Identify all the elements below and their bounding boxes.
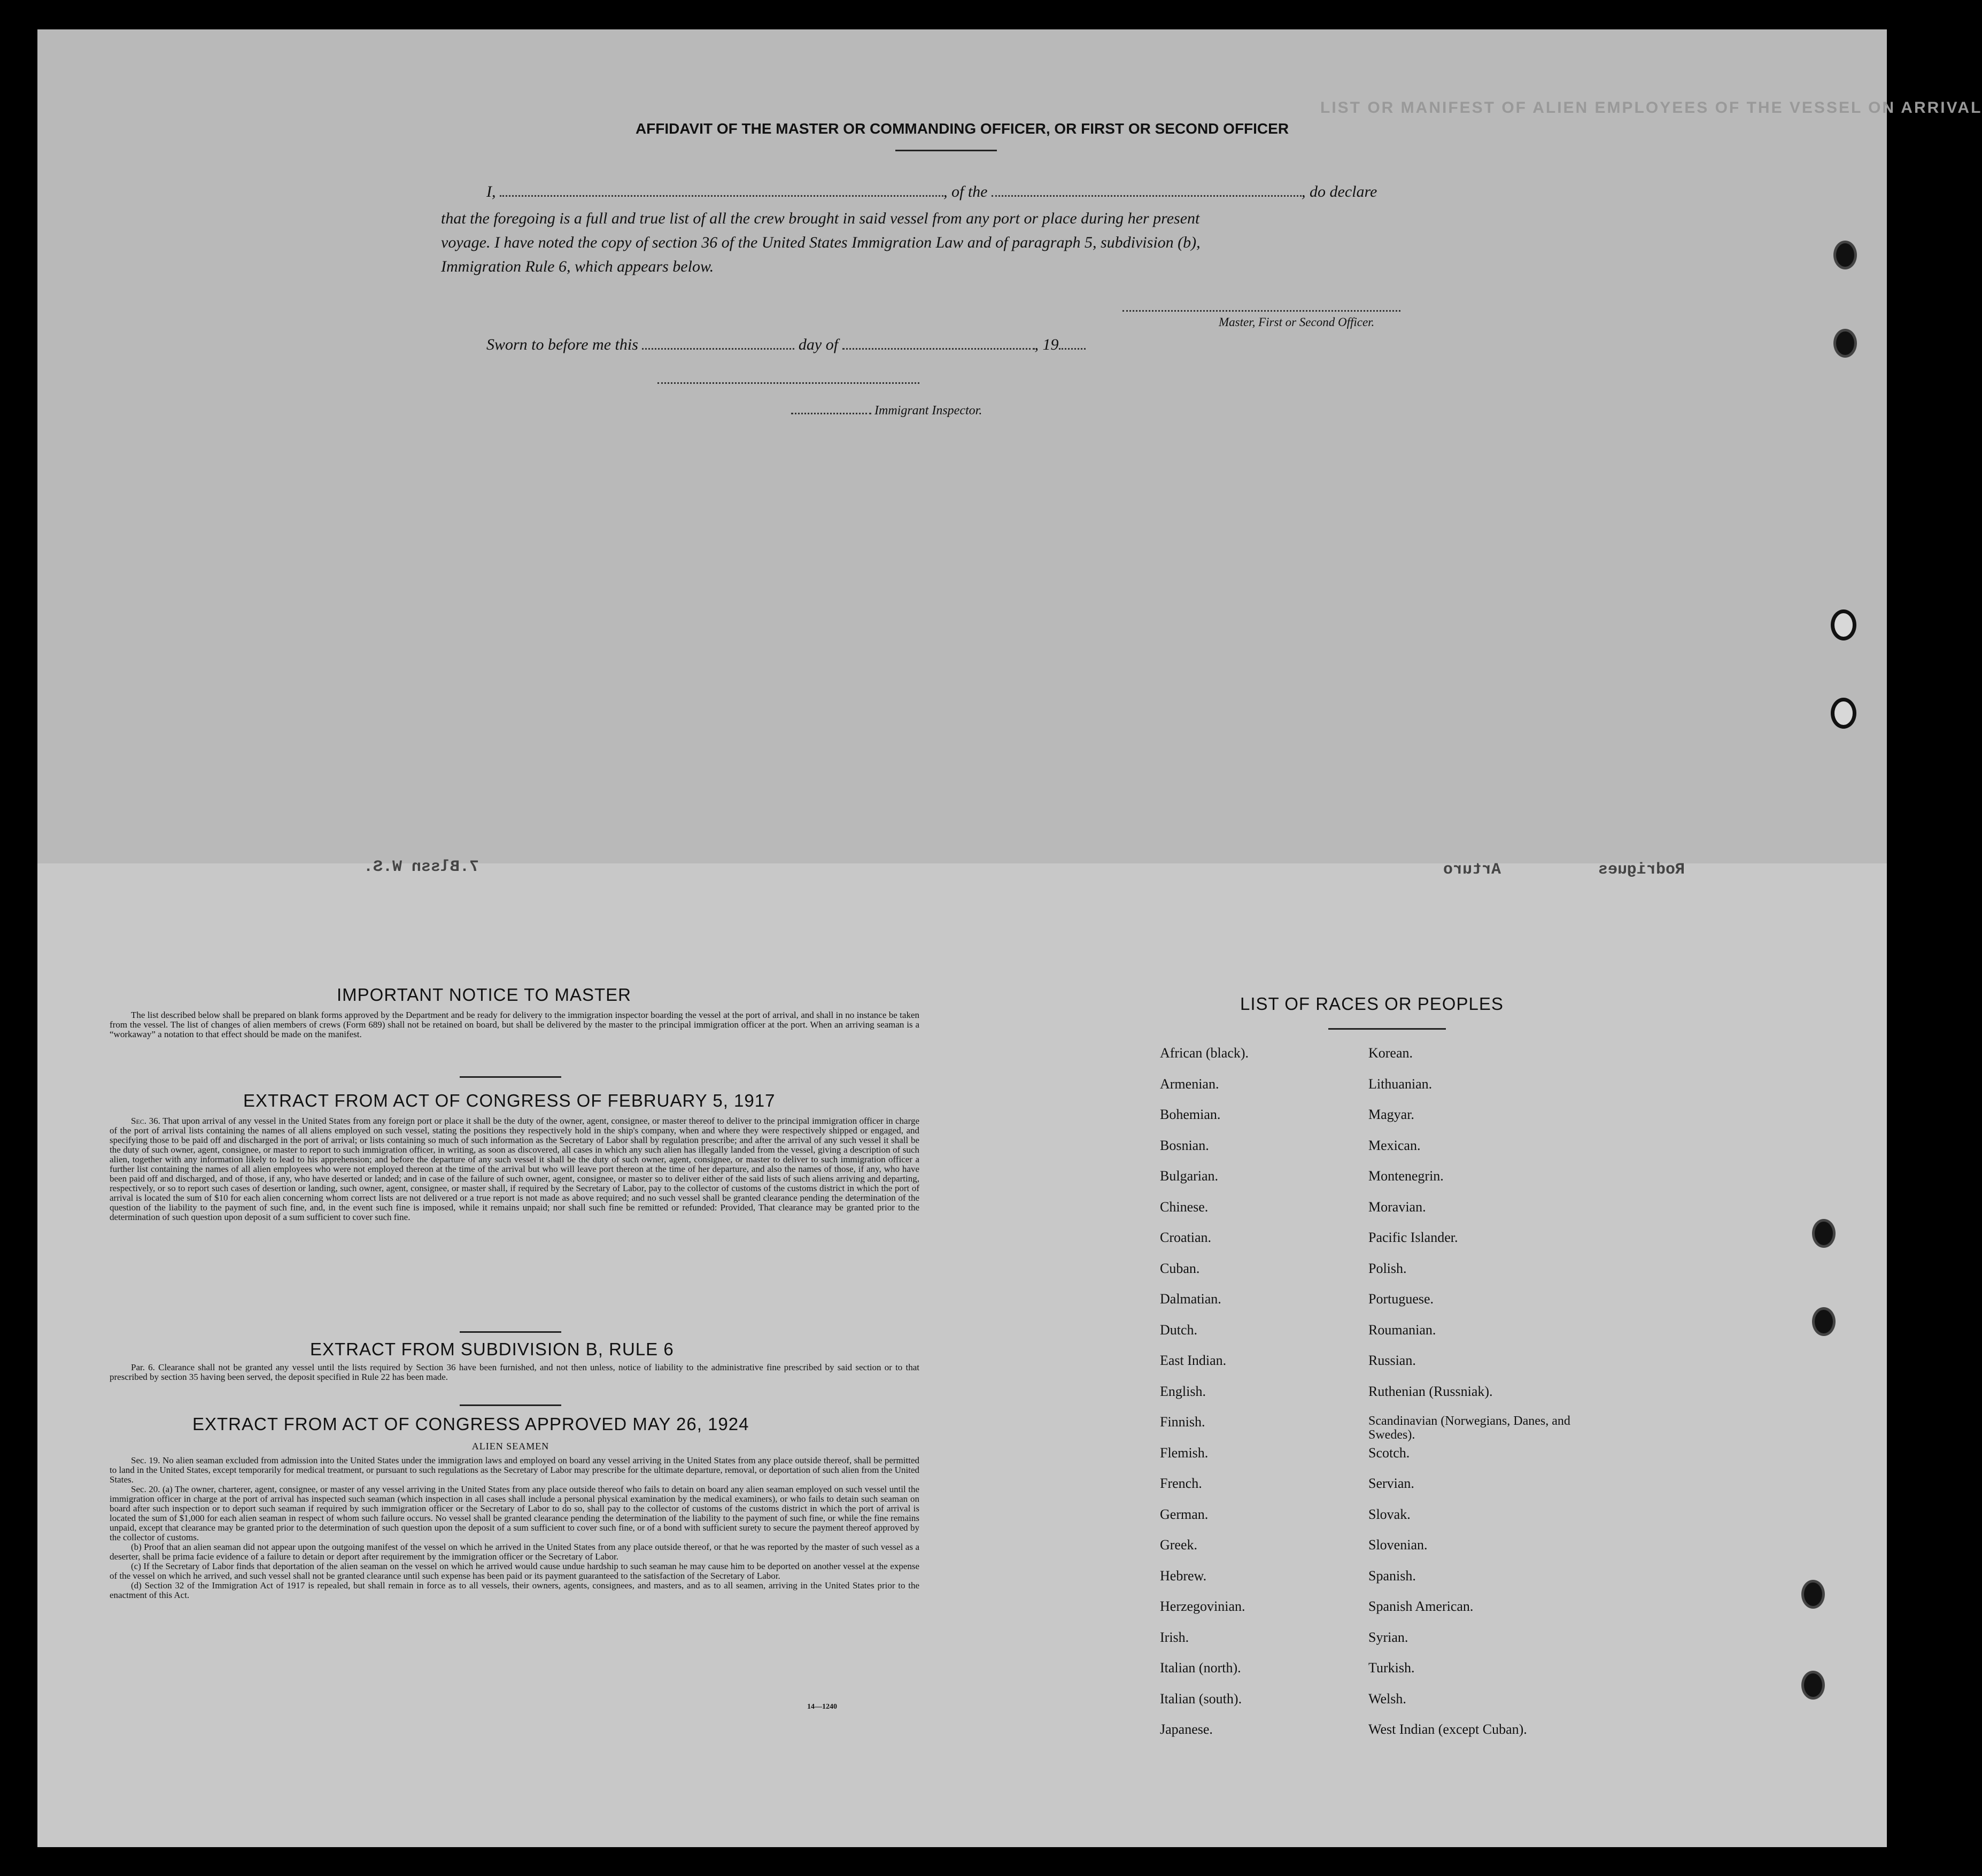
binder-hole xyxy=(1812,1219,1836,1248)
race-left: English. xyxy=(1160,1383,1206,1399)
race-left: Italian (north). xyxy=(1160,1660,1241,1676)
binder-hole xyxy=(1833,241,1857,269)
extract-1917-title: EXTRACT FROM ACT OF CONGRESS OF FEBRUARY 5, 1917 xyxy=(243,1091,776,1110)
race-right: West Indian (except Cuban). xyxy=(1368,1721,1527,1737)
race-left: Herzegovinian. xyxy=(1160,1599,1245,1614)
race-right: Moravian. xyxy=(1368,1199,1426,1215)
race-right: Turkish. xyxy=(1368,1660,1415,1676)
race-right: Scandinavian (Norwegians, Danes, and Swedes). xyxy=(1368,1414,1570,1442)
extract-rule6-rule xyxy=(460,1404,561,1406)
bleed-through-name-right-1: Rodrigues xyxy=(1598,861,1685,879)
races-row xyxy=(1160,1660,1593,1691)
bleed-through-name-left: 7.Blssn W.S. xyxy=(363,858,479,876)
race-left: Bosnian. xyxy=(1160,1137,1209,1153)
race-left: Dutch. xyxy=(1160,1322,1198,1338)
affidavit-line-1: I, , of the , do declare xyxy=(486,183,1377,200)
vessel-name-field[interactable] xyxy=(992,195,1302,197)
sec-20a-text: Sec. 20. (a) The owner, charterer, agent, consignee, or master of any vessel arriving in the United States from any place outside thereof who fails to detain on board any alien seaman employed on such vessel until the immigration officer in charge at the port of arrival has inspected such seaman (which inspection in all cases shall include a personal physical examination by the medical examiners), or who fails to detain such seaman on board after such inspection or to deport such seaman if required by such immigration officer or the Secretary of Labor to do so, shall pay to the collector of customs of the customs district in which the port of arrival is located the sum of $1,000 for each alien seaman in respect of whom such failure occurs. No vessel shall be granted clearance pending the determination of the liability to the payment of such fine, or while the fine remains unpaid, except that clearance may be granted prior to the determination of such question upon the deposit of a sum sufficient to cover such fine, or of a bond with sufficient surety to secure the payment thereof approved by the collector of customs. xyxy=(110,1484,919,1542)
sec-20d-text: (d) Section 32 of the Immigration Act of 1917 is repealed, but shall remain in force as to all vessels, their owners, agents, consignees, and masters, and as to all seamen, arriving in the United States prior to the enactment of this Act. xyxy=(110,1580,919,1600)
races-row xyxy=(1160,1507,1593,1538)
races-row xyxy=(1160,1568,1593,1599)
bleed-through-header: LIST OR MANIFEST OF ALIEN EMPLOYEES OF THE VESSEL ON ARRIVAL xyxy=(1320,99,1982,117)
form-number: 14—1240 xyxy=(807,1703,837,1711)
races-row xyxy=(1160,1721,1593,1753)
binder-hole xyxy=(1801,1580,1825,1609)
race-right: Slovak. xyxy=(1368,1506,1411,1522)
races-row xyxy=(1160,1353,1593,1384)
sworn-day-field[interactable] xyxy=(642,348,794,350)
races-row xyxy=(1160,1291,1593,1322)
race-right: Spanish American. xyxy=(1368,1599,1474,1614)
race-left: Chinese. xyxy=(1160,1199,1209,1215)
race-left: German. xyxy=(1160,1506,1209,1522)
binder-hole xyxy=(1831,609,1856,640)
race-right: Roumanian. xyxy=(1368,1322,1436,1338)
races-row xyxy=(1160,1476,1593,1507)
inspector-signature-line[interactable] xyxy=(657,382,919,384)
race-right: Portuguese. xyxy=(1368,1291,1434,1307)
binder-hole xyxy=(1833,329,1857,358)
races-row xyxy=(1160,1138,1593,1169)
sworn-line: Sworn to before me this day of , 19 xyxy=(486,336,1086,354)
race-right: Scotch. xyxy=(1368,1445,1410,1461)
races-row xyxy=(1160,1230,1593,1261)
races-row xyxy=(1160,1414,1593,1445)
race-left: Croatian. xyxy=(1160,1230,1212,1245)
extract-1924-body xyxy=(110,1456,919,1600)
bleed-through-name-right-2: Arturo xyxy=(1443,861,1501,879)
sworn-year-field[interactable] xyxy=(1059,348,1086,350)
races-row xyxy=(1160,1261,1593,1292)
races-title-rule xyxy=(1328,1028,1446,1030)
race-left: Italian (south). xyxy=(1160,1690,1242,1707)
race-right: Polish. xyxy=(1368,1260,1407,1276)
race-left: Greek. xyxy=(1160,1537,1198,1553)
sec-19-text: Sec. 19. No alien seaman excluded from admission into the United States under the immigration laws and employed on board any vessel arriving in the United States from any place outside thereof, shall be permitted to land in the United States, except temporarily for medical treatment, or pursuant to such regulations as the Secretary of Labor may prescribe for the ultimate departure, removal, or deportation of such alien from the United States. xyxy=(110,1455,919,1485)
alien-seamen-subtitle: ALIEN SEAMEN xyxy=(471,1441,549,1452)
binder-hole xyxy=(1801,1671,1825,1700)
race-right: Pacific Islander. xyxy=(1368,1230,1458,1245)
master-name-field[interactable] xyxy=(500,195,943,197)
affidavit-line-4: Immigration Rule 6, which appears below. xyxy=(441,258,714,275)
sec-36-label: Sec. 36. xyxy=(131,1116,160,1126)
race-right: Welsh. xyxy=(1368,1690,1406,1707)
affidavit-title: AFFIDAVIT OF THE MASTER OR COMMANDING OFFICER, OR FIRST OR SECOND OFFICER xyxy=(635,120,1289,137)
race-right: Korean. xyxy=(1368,1045,1413,1061)
race-left: African (black). xyxy=(1160,1045,1249,1061)
extract-rule6-body: Par. 6. Clearance shall not be granted any vessel until the lists required by Section 36 have been furnished, and not then unless, notice of liability to the administrative fine prescribed by said section or to that prescribed by section 35 having been served, the deposit specified in Rule 22 has been made. xyxy=(110,1362,919,1382)
notice-title: IMPORTANT NOTICE TO MASTER xyxy=(337,985,632,1005)
races-row xyxy=(1160,1384,1593,1415)
extract-1917-rule xyxy=(460,1331,561,1333)
race-right: Russian. xyxy=(1368,1353,1416,1368)
sworn-month-field[interactable] xyxy=(842,348,1035,350)
race-right: Mexican. xyxy=(1368,1137,1421,1153)
races-table xyxy=(1160,1045,1593,1753)
race-right: Slovenian. xyxy=(1368,1537,1428,1553)
race-left: Irish. xyxy=(1160,1629,1189,1645)
race-left: Finnish. xyxy=(1160,1414,1205,1430)
race-right: Ruthenian (Russniak). xyxy=(1368,1383,1493,1399)
races-row xyxy=(1160,1045,1593,1076)
race-left: Cuban. xyxy=(1160,1260,1200,1276)
affidavit-title-rule xyxy=(895,150,997,151)
extract-rule6-title: EXTRACT FROM SUBDIVISION B, RULE 6 xyxy=(310,1339,674,1359)
races-row xyxy=(1160,1691,1593,1722)
binder-hole xyxy=(1831,698,1856,729)
race-left: Hebrew. xyxy=(1160,1568,1207,1584)
master-signature-label: Master, First or Second Officer. xyxy=(1219,315,1375,329)
race-right: Servian. xyxy=(1368,1476,1414,1491)
document-sheet xyxy=(37,29,1982,1847)
binder-hole xyxy=(1812,1307,1836,1336)
race-left: Armenian. xyxy=(1160,1076,1219,1092)
race-right: Montenegrin. xyxy=(1368,1168,1444,1184)
race-left: Bohemian. xyxy=(1160,1107,1221,1122)
notice-body: The list described below shall be prepared on blank forms approved by the Department and be ready for delivery to the immigration inspector boarding the vessel at the port of arrival, and shall in no instance be taken from the vessel. The list of changes of alien members of crews (Form 689) shall not be retained on board, but shall be delivered by the master to the principal immigration officer at the port. When an arriving seaman is a “workaway” a notation to that effect should be made on the manifest. xyxy=(110,1010,919,1039)
notice-rule xyxy=(460,1076,561,1078)
races-title: LIST OF RACES OR PEOPLES xyxy=(1240,994,1504,1014)
races-row xyxy=(1160,1199,1593,1230)
race-left: Japanese. xyxy=(1160,1721,1213,1737)
races-row xyxy=(1160,1537,1593,1568)
master-signature-line[interactable] xyxy=(1122,310,1400,312)
race-left: East Indian. xyxy=(1160,1353,1227,1368)
races-row xyxy=(1160,1107,1593,1138)
races-row xyxy=(1160,1599,1593,1630)
race-right: Spanish. xyxy=(1368,1568,1416,1584)
extract-1924-title: EXTRACT FROM ACT OF CONGRESS APPROVED MAY 26, 1924 xyxy=(192,1414,749,1434)
race-left: French. xyxy=(1160,1476,1202,1491)
races-row xyxy=(1160,1322,1593,1353)
race-right: Lithuanian. xyxy=(1368,1076,1433,1092)
sec-20b-text: (b) Proof that an alien seaman did not appear upon the outgoing manifest of the vessel on which he arrived in the United States from any place outside thereof, or that he was reported by the master of such vessel as a deserter, shall be prima facie evidence of a failure to detain or deport after requirement by the immigration officer or the Secretary of Labor. xyxy=(110,1542,919,1562)
race-left: Bulgarian. xyxy=(1160,1168,1219,1184)
affidavit-line-3: voyage. I have noted the copy of section 36 of the United States Immigration Law and of paragraph 5, subdivision (b), xyxy=(441,234,1201,251)
races-row xyxy=(1160,1076,1593,1107)
race-right: Syrian. xyxy=(1368,1629,1408,1645)
sec-36-text: That upon arrival of any vessel in the United States from any foreign port or place it shall be the duty of the owner, agent, consignee, or master thereof to deliver to the principal immigration officer in charge of the port of arrival lists containing the names of all aliens employed on such vessel, stating the positions they respectively hold in the ship's company, when and where they were respectively shipped or engaged, and specifying those to be paid off and discharged in the port of arrival; or lists containing so much of such information as the Secretary of Labor shall by regulation prescribe; and after the arrival of any such vessel it shall be the duty of such owner, agent, consignee, or master to report to such immigration officer, in writing, as soon as discovered, all cases in which any such alien has illegally landed from the vessel, giving a description of such alien, together with any information likely to lead to his apprehension; and before the departure of any such vessel it shall be the duty of such owner, agent, consignee, or master to deliver to such immigration officer a further list containing the names of all alien employees who were not employed thereon at the time of the arrival but who will leave port thereon at the time of her departure, and also the names of those, if any, who have been paid off and discharged, and of those, if any, who have deserted or landed; and in case of the failure of such owner, agent, consignee, or master so to deliver either of the said lists of such aliens arriving and departing, respectively, or so to report such cases of desertion or landing, such owner, agent, consignee, or master shall, if required by the Secretary of Labor, pay to the collector of customs of the customs district in which the port of arrival is located the sum of $10 for each alien concerning whom correct lists are not delivered or a true report is not made as above required; and no such vessel shall be granted clearance pending the determination of the question of the liability to the payment of such fine, and, in the event such fine is imposed, while it remains unpaid; nor shall such fine be remitted or refunded: Provided, That clearance may be granted prior to the determination of such question upon deposit of a sum sufficient to cover such fine. xyxy=(110,1116,919,1222)
inspector-label: Immigrant Inspector. xyxy=(791,404,982,418)
race-left: Dalmatian. xyxy=(1160,1291,1221,1307)
races-row xyxy=(1160,1630,1593,1661)
affidavit-line-2: that the foregoing is a full and true list of all the crew brought in said vessel from any port or place during her present xyxy=(441,210,1200,227)
race-left: Flemish. xyxy=(1160,1445,1209,1461)
extract-1917-body xyxy=(110,1116,919,1222)
race-right: Magyar. xyxy=(1368,1107,1414,1122)
races-row xyxy=(1160,1445,1593,1476)
races-row xyxy=(1160,1168,1593,1199)
sec-20c-text: (c) If the Secretary of Labor finds that deportation of the alien seaman on the vessel on which he arrived would cause undue hardship to such seaman he may cause him to be deported on another vessel at the expense of the vessel on which he arrived, and such vessel shall not be granted clearance until such expense has been paid or its payment guaranteed to the satisfaction of the Secretary of Labor. xyxy=(110,1561,919,1581)
